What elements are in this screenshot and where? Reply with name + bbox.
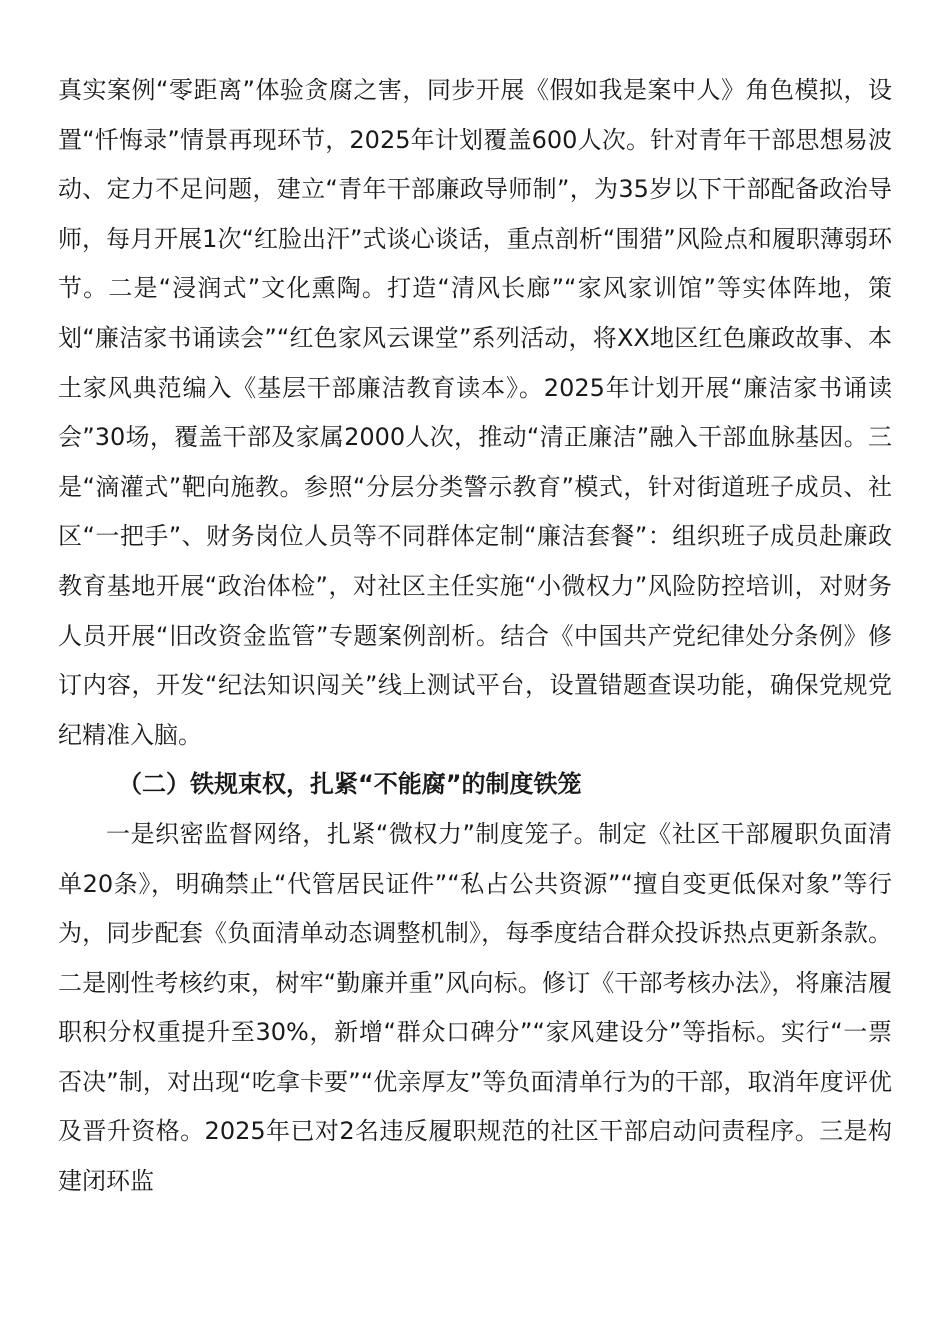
- body-paragraph: 一是织密监督网络，扎紧“微权力”制度笼子。制定《社区干部履职负面清单20条》，明确禁止“代管居民证件”“私占公共资源”“擅自变更低保对象”等行为，同步配套《负面清单动态调整机制》，每季度结合群众投诉热点更新条款。二是刚性考核约束，树牢“勤廉并重”风向标。修订《干部考核办法》，将廉洁履职积分权重提升至30%，新增“群众口碑分”“家风建设分”等指标。实行“一票否决”制，对出现“吃拿卡要”“优亲厚友”等负面清单行为的干部，取消年度评优及晋升资格。2025年已对2名违反履职规范的社区干部启动问责程序。三是构建闭环监: [58, 819, 892, 1196]
- body-paragraph: 真实案例“零距离”体验贪腐之害，同步开展《假如我是案中人》角色模拟，设置“忏悔录”情景再现环节，2025年计划覆盖600人次。针对青年干部思想易波动、定力不足问题，建立“青年干部廉政导师制”，为35岁以下干部配备政治导师，每月开展1次“红脸出汗”式谈心谈话，重点剖析“围猎”风险点和履职薄弱环节。二是“浸润式”文化熏陶。打造“清风长廊”“家风家训馆”等实体阵地，策划“廉洁家书诵读会”“红色家风云课堂”系列活动，将XX地区红色廉政故事、本土家风典范编入《基层干部廉洁教育读本》。2025年计划开展“廉洁家书诵读会”30场，覆盖干部及家属2000人次，推动“清正廉洁”融入干部血脉基因。三是“滴灌式”靶向施教。参照“分层分类警示教育”模式，针对街道班子成员、社区“一把手”、财务岗位人员等不同群体定制“廉洁套餐”：组织班子成员赴廉政教育基地开展“政治体检”，对社区主任实施“小微权力”风险防控培训，对财务人员开展“旧改资金监管”专题案例剖析。结合《中国共产党纪律处分条例》修订内容，开发“纪法知识闯关”线上测试平台，设置错题查误功能，确保党规党纪精准入脑。: [58, 76, 892, 749]
- document-page: [58, 66, 892, 1207]
- section-heading: （二）铁规束权，扎紧“不能腐”的制度铁笼: [118, 770, 582, 799]
